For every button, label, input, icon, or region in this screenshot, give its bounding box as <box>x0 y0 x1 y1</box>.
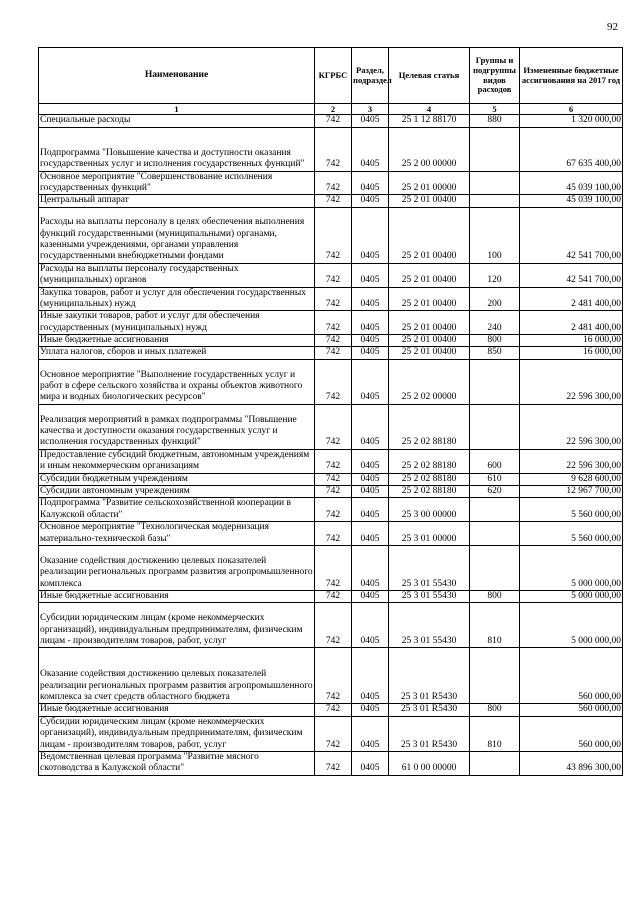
row-name: Оказание содействия достижению целевых показателей реализации региональных программ развития агропромышленного комплекса за счет средств областного бюджета <box>39 648 315 704</box>
row-section: 0405 <box>352 171 389 195</box>
row-group: 810 <box>470 716 520 751</box>
row-name: Иные бюджетные ассигнования <box>39 591 315 603</box>
table-row <box>39 195 623 207</box>
table-row <box>39 449 623 473</box>
row-amount: 45 039 100,00 <box>520 195 623 207</box>
row-section: 0405 <box>352 473 389 485</box>
row-section: 0405 <box>352 591 389 603</box>
row-section: 0405 <box>352 115 389 127</box>
row-name: Субсидии автономным учреждениям <box>39 486 315 498</box>
row-ktrbs: 742 <box>315 522 352 546</box>
row-group: 880 <box>470 115 520 127</box>
row-name: Расходы на выплаты персоналу в целях обеспечения выполнения функций государственными (муниципальными) органами, казенными учреждениями, органами управления государственными внебюджетными фондами <box>39 207 315 263</box>
row-group: 240 <box>470 311 520 335</box>
column-index-row <box>39 104 623 115</box>
column-index: 1 <box>39 104 315 115</box>
row-target: 25 2 00 00000 <box>389 127 470 171</box>
row-amount: 9 628 600,00 <box>520 473 623 485</box>
header-ktrbs: КГРБС <box>315 48 352 104</box>
row-target: 25 2 01 00400 <box>389 335 470 347</box>
row-section: 0405 <box>352 263 389 287</box>
row-name: Субсидии бюджетным учреждениям <box>39 473 315 485</box>
row-ktrbs: 742 <box>315 603 352 648</box>
row-group: 600 <box>470 449 520 473</box>
row-section: 0405 <box>352 311 389 335</box>
row-group <box>470 171 520 195</box>
row-amount: 5 000 000,00 <box>520 591 623 603</box>
row-amount: 45 039 100,00 <box>520 171 623 195</box>
table-row <box>39 473 623 485</box>
row-target: 25 1 12 88170 <box>389 115 470 127</box>
row-amount: 42 541 700,00 <box>520 207 623 263</box>
row-amount: 12 967 700,00 <box>520 486 623 498</box>
row-name: Уплата налогов, сборов и иных платежей <box>39 347 315 359</box>
table-row <box>39 522 623 546</box>
row-target: 25 2 01 00400 <box>389 347 470 359</box>
header-groups: Группы и подгруппы видов расходов <box>470 48 520 104</box>
row-name: Подпрограмма "Повышение качества и доступности оказания государственных услуг и исполнения государственных функций" <box>39 127 315 171</box>
row-ktrbs: 742 <box>315 486 352 498</box>
row-target: 25 2 01 00400 <box>389 263 470 287</box>
row-section: 0405 <box>352 127 389 171</box>
row-name: Иные бюджетные ассигнования <box>39 335 315 347</box>
row-name: Предоставление субсидий бюджетным, автономным учреждениям и иным некоммерческим организациям <box>39 449 315 473</box>
table-row <box>39 359 623 404</box>
row-amount: 5 000 000,00 <box>520 546 623 591</box>
row-ktrbs: 742 <box>315 751 352 775</box>
row-target: 25 2 02 88180 <box>389 486 470 498</box>
row-group <box>470 546 520 591</box>
row-name: Основное мероприятие "Выполнение государственных услуг и работ в сфере сельского хозяйства и охраны объектов животного мира и водных биологических ресурсов" <box>39 359 315 404</box>
row-ktrbs: 742 <box>315 449 352 473</box>
row-section: 0405 <box>352 648 389 704</box>
table-header-row <box>39 48 623 104</box>
row-group: 620 <box>470 486 520 498</box>
row-amount: 16 000,00 <box>520 347 623 359</box>
row-section: 0405 <box>352 522 389 546</box>
row-section: 0405 <box>352 335 389 347</box>
table-row <box>39 335 623 347</box>
row-ktrbs: 742 <box>315 287 352 311</box>
row-target: 25 3 01 R5430 <box>389 704 470 716</box>
row-group: 810 <box>470 603 520 648</box>
column-index: 2 <box>315 104 352 115</box>
row-group <box>470 522 520 546</box>
row-ktrbs: 742 <box>315 716 352 751</box>
budget-table <box>38 47 623 776</box>
row-target: 25 2 01 00400 <box>389 287 470 311</box>
table-row <box>39 311 623 335</box>
row-amount: 560 000,00 <box>520 716 623 751</box>
page-number: 92 <box>607 21 618 33</box>
row-section: 0405 <box>352 546 389 591</box>
table-row <box>39 127 623 171</box>
row-amount: 22 596 300,00 <box>520 404 623 449</box>
column-index: 5 <box>470 104 520 115</box>
row-section: 0405 <box>352 751 389 775</box>
row-ktrbs: 742 <box>315 207 352 263</box>
row-group: 200 <box>470 287 520 311</box>
row-section: 0405 <box>352 603 389 648</box>
row-target: 25 2 02 88180 <box>389 473 470 485</box>
header-changed: Измененные бюджетные ассигнования на 2017 год <box>520 48 623 104</box>
row-section: 0405 <box>352 498 389 522</box>
row-group <box>470 751 520 775</box>
row-target: 25 2 02 88180 <box>389 449 470 473</box>
row-group: 100 <box>470 207 520 263</box>
row-group <box>470 195 520 207</box>
row-target: 25 2 02 00000 <box>389 359 470 404</box>
row-amount: 67 635 400,00 <box>520 127 623 171</box>
table-row <box>39 404 623 449</box>
row-section: 0405 <box>352 287 389 311</box>
header-name: Наименование <box>39 48 315 104</box>
row-ktrbs: 742 <box>315 473 352 485</box>
row-ktrbs: 742 <box>315 546 352 591</box>
row-section: 0405 <box>352 449 389 473</box>
table-row <box>39 591 623 603</box>
row-target: 25 3 01 55430 <box>389 591 470 603</box>
row-name: Субсидии юридическим лицам (кроме некоммерческих организаций), индивидуальным предпринимателям, физическим лицам - производителям товаров, работ, услуг <box>39 716 315 751</box>
row-ktrbs: 742 <box>315 311 352 335</box>
row-ktrbs: 742 <box>315 335 352 347</box>
row-ktrbs: 742 <box>315 347 352 359</box>
row-target: 25 3 01 R5430 <box>389 716 470 751</box>
row-amount: 1 320 000,00 <box>520 115 623 127</box>
row-ktrbs: 742 <box>315 704 352 716</box>
row-group: 850 <box>470 347 520 359</box>
row-name: Основное мероприятие "Технологическая модернизация материально-технической базы" <box>39 522 315 546</box>
row-target: 25 2 02 88180 <box>389 404 470 449</box>
row-group: 120 <box>470 263 520 287</box>
row-ktrbs: 742 <box>315 171 352 195</box>
table-row <box>39 171 623 195</box>
row-name: Расходы на выплаты персоналу государственных (муниципальных) органов <box>39 263 315 287</box>
header-target: Целевая статья <box>389 48 470 104</box>
row-group: 800 <box>470 704 520 716</box>
row-amount: 2 481 400,00 <box>520 287 623 311</box>
row-amount: 16 000,00 <box>520 335 623 347</box>
row-name: Центральный аппарат <box>39 195 315 207</box>
row-ktrbs: 742 <box>315 498 352 522</box>
row-amount: 5 560 000,00 <box>520 498 623 522</box>
row-amount: 22 596 300,00 <box>520 359 623 404</box>
row-target: 25 3 01 00000 <box>389 522 470 546</box>
row-ktrbs: 742 <box>315 591 352 603</box>
table-row <box>39 704 623 716</box>
row-ktrbs: 742 <box>315 263 352 287</box>
row-target: 25 3 00 00000 <box>389 498 470 522</box>
row-section: 0405 <box>352 704 389 716</box>
row-amount: 560 000,00 <box>520 704 623 716</box>
row-amount: 5 560 000,00 <box>520 522 623 546</box>
row-amount: 22 596 300,00 <box>520 449 623 473</box>
table-row <box>39 648 623 704</box>
header-section: Раздел, подраздел <box>352 48 389 104</box>
row-amount: 560 000,00 <box>520 648 623 704</box>
table-row <box>39 347 623 359</box>
table-row <box>39 486 623 498</box>
row-target: 25 3 01 R5430 <box>389 648 470 704</box>
row-ktrbs: 742 <box>315 115 352 127</box>
row-name: Оказание содействия достижению целевых показателей реализации региональных программ развития агропромышленного комплекса <box>39 546 315 591</box>
row-name: Специальные расходы <box>39 115 315 127</box>
row-ktrbs: 742 <box>315 404 352 449</box>
row-section: 0405 <box>352 207 389 263</box>
table-row <box>39 287 623 311</box>
row-group <box>470 127 520 171</box>
row-amount: 2 481 400,00 <box>520 311 623 335</box>
row-amount: 5 000 000,00 <box>520 603 623 648</box>
row-ktrbs: 742 <box>315 195 352 207</box>
row-name: Основное мероприятие "Совершенствование исполнения государственных функций" <box>39 171 315 195</box>
row-ktrbs: 742 <box>315 127 352 171</box>
row-target: 25 2 01 00400 <box>389 207 470 263</box>
table-row <box>39 546 623 591</box>
row-group: 610 <box>470 473 520 485</box>
row-name: Иные закупки товаров, работ и услуг для обеспечения государственных (муниципальных) нужд <box>39 311 315 335</box>
row-group <box>470 498 520 522</box>
row-section: 0405 <box>352 716 389 751</box>
row-target: 25 2 01 00400 <box>389 195 470 207</box>
row-group: 800 <box>470 591 520 603</box>
row-name: Подпрограмма "Развитие сельскохозяйственной кооперации в Калужской области" <box>39 498 315 522</box>
table-row <box>39 716 623 751</box>
row-section: 0405 <box>352 195 389 207</box>
row-amount: 43 896 300,00 <box>520 751 623 775</box>
row-name: Субсидии юридическим лицам (кроме некоммерческих организаций), индивидуальным предпринимателям, физическим лицам - производителям товаров, работ, услуг <box>39 603 315 648</box>
row-ktrbs: 742 <box>315 648 352 704</box>
row-section: 0405 <box>352 486 389 498</box>
column-index: 4 <box>389 104 470 115</box>
row-group <box>470 359 520 404</box>
table-row <box>39 498 623 522</box>
row-section: 0405 <box>352 347 389 359</box>
row-target: 25 3 01 55430 <box>389 546 470 591</box>
row-group <box>470 648 520 704</box>
row-amount: 42 541 700,00 <box>520 263 623 287</box>
row-group: 800 <box>470 335 520 347</box>
row-name: Ведомственная целевая программа "Развитие мясного скотоводства в Калужской области" <box>39 751 315 775</box>
row-group <box>470 404 520 449</box>
row-section: 0405 <box>352 404 389 449</box>
table-row <box>39 603 623 648</box>
table-row <box>39 115 623 127</box>
row-target: 25 2 01 00400 <box>389 311 470 335</box>
row-target: 25 2 01 00000 <box>389 171 470 195</box>
row-name: Иные бюджетные ассигнования <box>39 704 315 716</box>
table-row <box>39 751 623 775</box>
row-name: Реализация мероприятий в рамках подпрограммы "Повышение качества и доступности оказания государственных услуг и исполнения государственных функций" <box>39 404 315 449</box>
row-target: 25 3 01 55430 <box>389 603 470 648</box>
table-row <box>39 207 623 263</box>
row-ktrbs: 742 <box>315 359 352 404</box>
row-section: 0405 <box>352 359 389 404</box>
table-row <box>39 263 623 287</box>
row-name: Закупка товаров, работ и услуг для обеспечения государственных (муниципальных) нужд <box>39 287 315 311</box>
column-index: 6 <box>520 104 623 115</box>
column-index: 3 <box>352 104 389 115</box>
row-target: 61 0 00 00000 <box>389 751 470 775</box>
